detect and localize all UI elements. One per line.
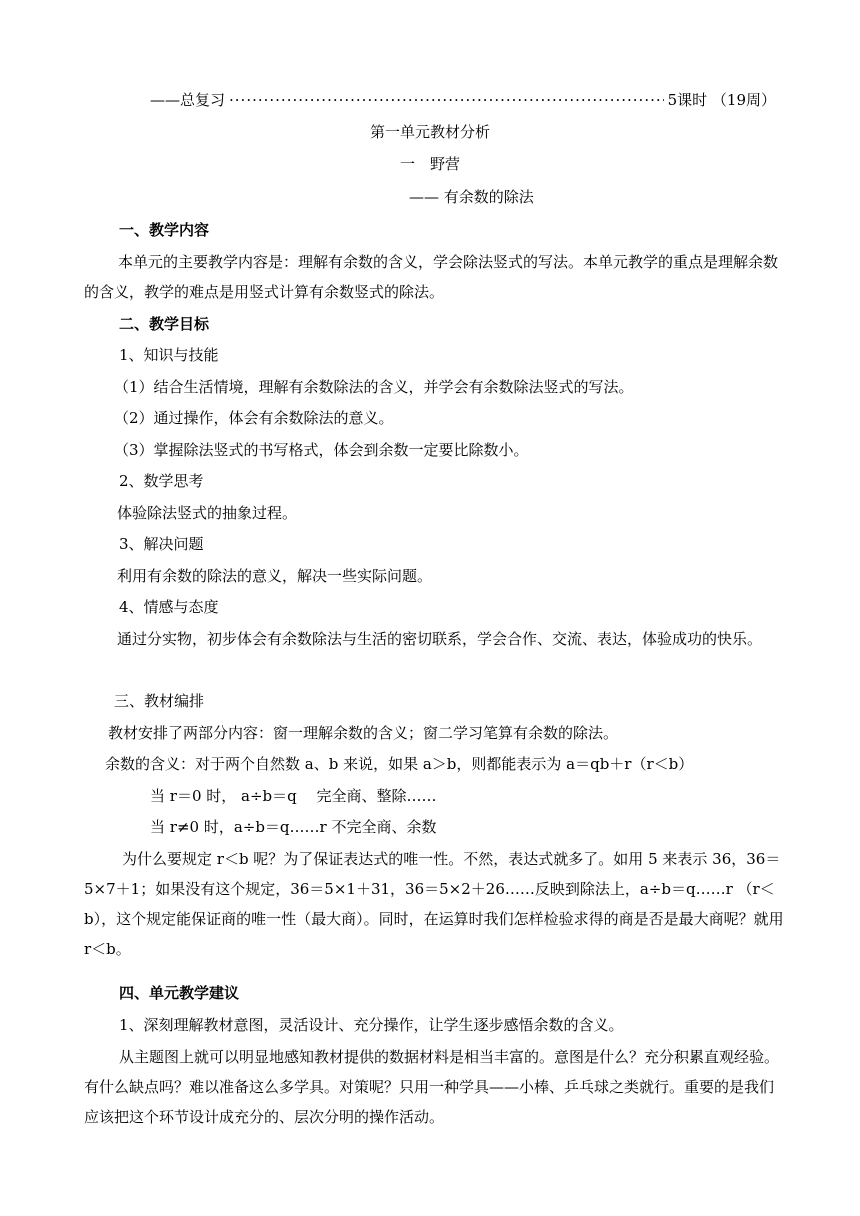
goal-knowledge-heading: 1、知识与技能 bbox=[119, 346, 219, 364]
toc-hours: 5课时 （19周） bbox=[667, 91, 776, 109]
section-heading-arrangement: 三、教材编排 bbox=[114, 692, 205, 710]
toc-entry bbox=[150, 90, 776, 110]
section-heading-content: 一、教学内容 bbox=[119, 221, 210, 239]
case-r-zero: 当 r＝0 时， a÷b＝q 完全商、整除…… bbox=[150, 787, 437, 805]
goal-knowledge-item-1: （1）结合生活情境，理解有余数除法的含义，并学会有余数除法竖式的写法。 bbox=[114, 378, 634, 396]
section-content-paragraph: 本单元的主要教学内容是：理解有余数的含义，学会除法竖式的写法。本单元教学的重点是理解余数的含义，教学的难点是用竖式计算有余数竖式的除法。 bbox=[84, 253, 779, 301]
toc-leader-dots bbox=[229, 90, 664, 110]
unit-title: 第一单元教材分析 bbox=[369, 123, 490, 141]
arrangement-paragraph: 教材安排了两部分内容：窗一理解余数的含义；窗二学习笔算有余数的除法。 bbox=[108, 724, 619, 742]
goal-problem-item: 利用有余数的除法的意义，解决一些实际问题。 bbox=[117, 567, 433, 585]
goal-problem-heading: 3、解决问题 bbox=[119, 535, 204, 553]
remainder-explanation: 为什么要规定 r＜b 呢？为了保证表达式的唯一性。不然，表达式就多了。如用 5 来表示 36，36＝5×7＋1；如果没有这个规定，36＝5×1＋31，36＝5×2＋26……反映到除法上，a÷b＝q……r （r＜b），这个规定能保证商的唯一性（最大商）。同时，在运算时我们怎样检验求得的商是否是最大商呢？就用 r＜b。 bbox=[84, 850, 784, 958]
goal-emotion-item: 通过分实物，初步体会有余数除法与生活的密切联系，学会合作、交流、表达，体验成功的快乐。 bbox=[117, 630, 763, 648]
case-r-nonzero: 当 r≠0 时，a÷b＝q……r 不完全商、余数 bbox=[150, 818, 437, 836]
remainder-definition: 余数的含义：对于两个自然数 a、b 来说，如果 a＞b，则都能表示为 a＝qb＋r（r＜b） bbox=[105, 755, 694, 773]
goal-knowledge-item-2: （2）通过操作，体会有余数除法的意义。 bbox=[114, 409, 394, 427]
suggestion-1-paragraph: 从主题图上就可以明显地感知教材提供的数据材料是相当丰富的。意图是什么？充分积累直观经验。有什么缺点吗？难以准备这么多学具。对策呢？只用一种学具——小棒、乒乓球之类就行。重要的是我们应该把这个环节设计成充分的、层次分明的操作活动。 bbox=[84, 1048, 780, 1126]
goal-knowledge-item-3: （3）掌握除法竖式的书写格式，体会到余数一定要比除数小。 bbox=[114, 441, 529, 459]
section-heading-suggestions: 四、单元教学建议 bbox=[119, 984, 240, 1002]
goal-thinking-heading: 2、数学思考 bbox=[119, 472, 204, 490]
lesson-title: 一 野营 bbox=[399, 155, 460, 173]
lesson-subtitle: —— 有余数的除法 bbox=[409, 188, 534, 206]
suggestion-1-heading: 1、深刻理解教材意图，灵活设计、充分操作，让学生逐步感悟余数的含义。 bbox=[119, 1016, 624, 1034]
goal-emotion-heading: 4、情感与态度 bbox=[119, 598, 219, 616]
toc-title: ——总复习 bbox=[150, 91, 226, 109]
goal-thinking-item: 体验除法竖式的抽象过程。 bbox=[117, 504, 298, 522]
section-heading-goals: 二、教学目标 bbox=[119, 315, 210, 333]
